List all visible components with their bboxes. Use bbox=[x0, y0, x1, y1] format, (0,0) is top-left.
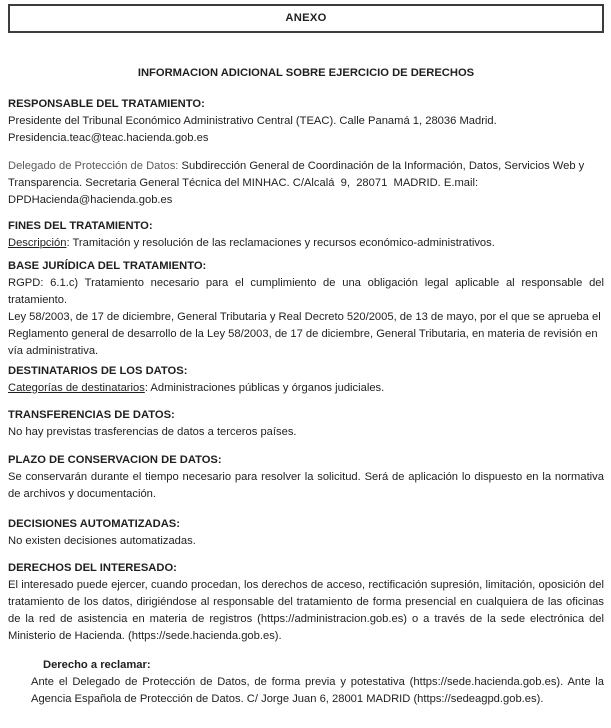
dpo-paragraph bbox=[8, 158, 604, 192]
section-heading-fines: FINES DEL TRATAMIENTO: bbox=[8, 220, 153, 232]
fines-text: : Tramitación y resolución de las reclamaciones y recursos económico-administrativos. bbox=[66, 237, 495, 249]
section-heading-transferencias: TRANSFERENCIAS DE DATOS: bbox=[8, 409, 175, 421]
derecho-reclamar-paragraph: Ante el Delegado de Protección de Datos, de forma previa y potestativa (https://sede.hacienda.gob.es). Ante la Agencia Española de Protección de Datos. C/ Jorge Juan 6, 28001 MADRID (https://sedeagpd.gob.es). bbox=[31, 676, 604, 705]
section-heading-plazo: PLAZO DE CONSERVACION DE DATOS: bbox=[8, 454, 222, 466]
responsable-email: Presidencia.teac@teac.hacienda.gob.es bbox=[8, 132, 209, 144]
section-heading-base-juridica: BASE JURÍDICA DEL TRATAMIENTO: bbox=[8, 260, 207, 272]
anexo-title: ANEXO bbox=[285, 12, 327, 24]
decisiones-paragraph: No existen decisiones automatizadas. bbox=[8, 535, 196, 547]
fines-label: Descripción bbox=[8, 237, 67, 249]
responsable-address-line: Presidente del Tribunal Económico Administrativo Central (TEAC). Calle Panamá 1, 28036 Madrid. bbox=[8, 115, 497, 127]
dpo-text: Subdirección General de Coordinación de la Información, Datos, Servicios Web y Transparencia. Secretaria General Técnica del MINHAC. C/Alcalá 9, 28071 MADRID. E.mail: bbox=[8, 160, 585, 189]
destinatarios-text: : Administraciones públicas y órganos judiciales. bbox=[144, 382, 385, 394]
derechos-paragraph: El interesado puede ejercer, cuando procedan, los derechos de acceso, rectificación supresión, limitación, oposición del tratamiento de los datos, dirigiéndose al responsable del tratamiento de forma presencial en cualquiera de las oficinas de la red de asistencia en materia de registros (https://administracion.gob.es) o a través de la sede electrónica del Ministerio de Hacienda. (https://sede.hacienda.gob.es). bbox=[8, 579, 604, 642]
base-juridica-paragraph-rgpd: RGPD: 6.1.c) Tratamiento necesario para el cumplimiento de una obligación legal aplicable al responsable del tratamiento. bbox=[8, 277, 604, 306]
destinatarios-paragraph bbox=[8, 380, 604, 397]
section-heading-responsable: RESPONSABLE DEL TRATAMIENTO: bbox=[8, 98, 205, 110]
section-heading-derechos: DERECHOS DEL INTERESADO: bbox=[8, 562, 177, 574]
dpo-email: DPDHacienda@hacienda.gob.es bbox=[8, 194, 173, 206]
fines-paragraph bbox=[8, 235, 604, 252]
anexo-title-box bbox=[8, 4, 604, 33]
dpo-label: Delegado de Protección de Datos: bbox=[8, 160, 179, 172]
section-heading-decisiones: DECISIONES AUTOMATIZADAS: bbox=[8, 518, 180, 530]
destinatarios-label: Categorías de destinatarios bbox=[8, 382, 145, 394]
document-title: INFORMACION ADICIONAL SOBRE EJERCICIO DE DERECHOS bbox=[137, 67, 475, 79]
section-heading-destinatarios: DESTINATARIOS DE LOS DATOS: bbox=[8, 365, 188, 377]
base-juridica-paragraph-ley: Ley 58/2003, de 17 de diciembre, General Tributaria y Real Decreto 520/2005, de 13 de mayo, por el que se aprueba el Reglamento general de desarrollo de la Ley 58/2003, de 17 de diciembre, General Tributaria, en materia de revisión en vía administrativa. bbox=[8, 311, 601, 357]
transferencias-paragraph: No hay previstas trasferencias de datos a terceros países. bbox=[8, 426, 297, 438]
plazo-paragraph: Se conservarán durante el tiempo necesario para resolver la solicitud. Será de aplicación lo dispuesto en la normativa de archivos y documentación. bbox=[8, 471, 604, 500]
derecho-reclamar-heading: Derecho a reclamar: bbox=[43, 659, 151, 671]
derecho-reclamar-block bbox=[31, 657, 604, 708]
